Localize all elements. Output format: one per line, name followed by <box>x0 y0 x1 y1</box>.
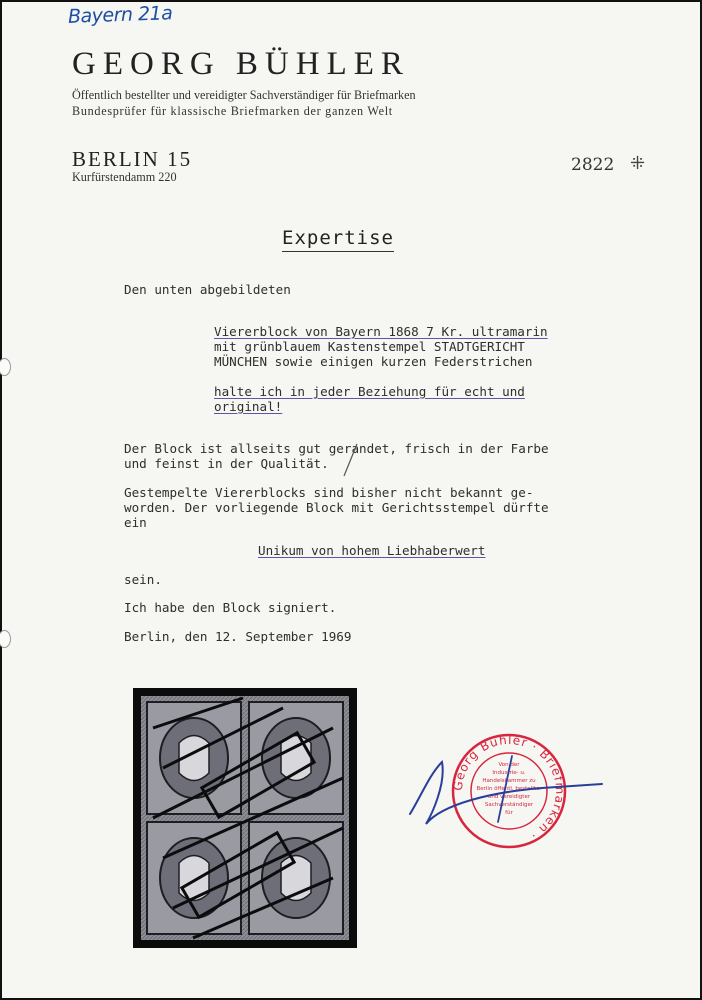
punch-hole <box>0 358 11 376</box>
seal-line: und vereidigter <box>487 794 531 800</box>
document-title: Expertise <box>282 227 394 252</box>
seal-line: Handelskammer zu <box>482 778 536 784</box>
seal-line: Berlin öffentl. bestellter <box>476 786 542 792</box>
pencil-marks <box>302 442 362 482</box>
date-line: Berlin, den 12. September 1969 <box>124 629 352 644</box>
letterhead-street: Kurfürstendamm 220 <box>72 170 177 184</box>
punch-hole <box>0 630 11 648</box>
seal-line: Sachverständiger <box>484 802 534 808</box>
sein-line: sein. <box>124 572 162 587</box>
verdict-line-2: original! <box>214 399 283 414</box>
highlight-line: Unikum von hohem Liebhaberwert <box>258 543 486 558</box>
signed-line: Ich habe den Block signiert. <box>124 600 337 615</box>
handwritten-signature <box>402 744 612 834</box>
rarity-line-3: ein <box>124 515 147 530</box>
intro-line: Den unten abgebildeten <box>124 282 291 297</box>
quality-line-1: Der Block ist allseits gut gerandet, frisch in der Farbe <box>124 441 549 456</box>
description-line-2: mit grünblauem Kastenstempel STADTGERICHT <box>214 339 525 354</box>
letterhead-line-1: Öffentlich bestellter und vereidigter Sachverständiger für Briefmarken <box>72 88 416 102</box>
seal-line: Industrie- u. <box>492 770 526 776</box>
seal-line: für <box>505 810 513 816</box>
letterhead-name: GEORG BÜHLER <box>72 46 410 82</box>
seal-line: Von der <box>498 762 520 768</box>
description-line-1: Viererblock von Bayern 1868 7 Kr. ultramarin <box>214 324 548 339</box>
verdict-line-1: halte ich in jeder Beziehung für echt und <box>214 384 525 399</box>
rarity-line-1: Gestempelte Viererblocks sind bisher nicht bekannt ge- <box>124 485 534 500</box>
stamp-block-photo <box>133 688 357 948</box>
pencil-note: Bayern 21a <box>67 2 173 28</box>
reference-mark-icon: ⁜ <box>630 153 646 173</box>
description-line-3: MÜNCHEN sowie einigen kurzen Federstrichen <box>214 354 533 369</box>
letterhead-city: BERLIN 15 <box>72 147 193 171</box>
quality-line-2: und feinst in der Qualität. <box>124 456 329 471</box>
seal-ring-text: Georg Bühler · Briefmarken · <box>450 732 568 844</box>
rarity-line-2: worden. Der vorliegende Block mit Gerichtsstempel dürfte <box>124 500 549 515</box>
letterhead-line-2: Bundesprüfer für klassische Briefmarken der ganzen Welt <box>72 104 393 118</box>
reference-number: 2822 <box>571 155 615 175</box>
